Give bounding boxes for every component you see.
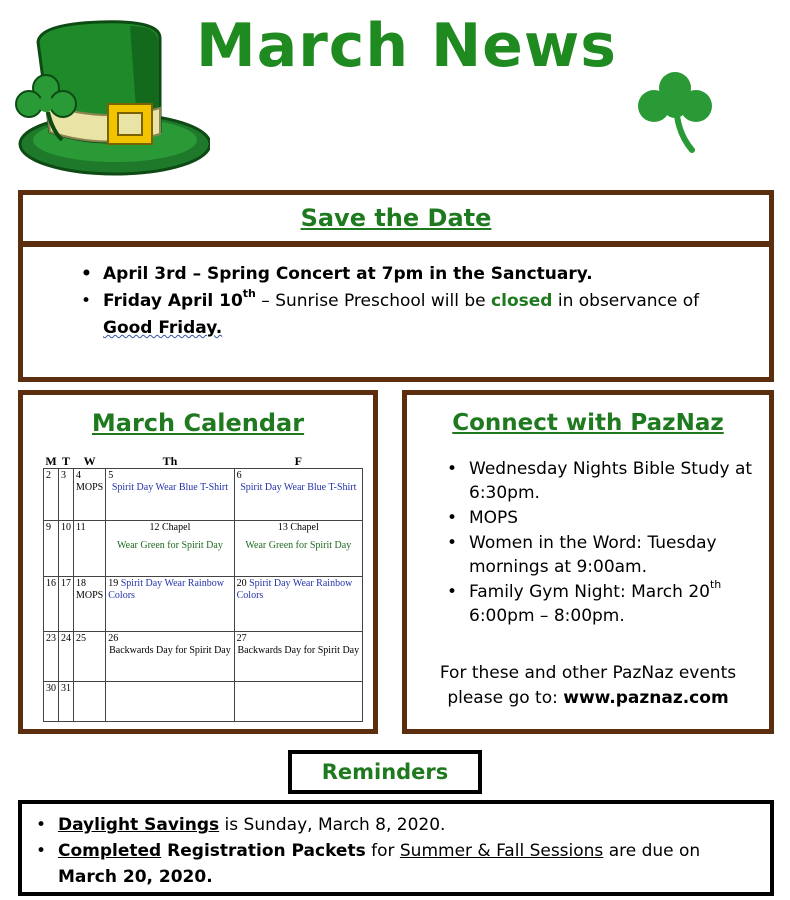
calendar-cell: 24 — [59, 632, 74, 682]
save-the-date-header — [18, 190, 774, 246]
calendar-cell: 20 Spirit Day Wear Rainbow Colors — [234, 577, 362, 632]
leprechaun-hat-icon — [10, 12, 210, 182]
march-calendar-heading: March Calendar — [91, 409, 305, 437]
calendar-cell: 4 MOPS — [74, 469, 106, 521]
list-item: • Daylight Savings is Sunday, March 8, 2020. — [58, 812, 754, 838]
calendar-cell: 9 — [44, 521, 59, 577]
table-row — [44, 521, 363, 577]
calendar-cell: 13 Chapel Wear Green for Spirit Day — [234, 521, 362, 577]
table-row — [44, 632, 363, 682]
save-the-date-list — [103, 261, 749, 342]
day-header: T — [61, 454, 70, 468]
connect-heading: Connect with PazNaz — [452, 410, 724, 436]
connect-box — [402, 390, 774, 734]
day-header: F — [294, 454, 302, 468]
calendar-cell: 25 — [74, 632, 106, 682]
table-row — [44, 469, 363, 521]
calendar-cell: 27 Backwards Day for Spirit Day — [234, 632, 362, 682]
march-calendar-box — [18, 390, 378, 734]
reminders-header — [288, 750, 482, 794]
table-row — [44, 682, 363, 722]
page-title: March News — [196, 11, 618, 81]
shamrock-icon — [630, 70, 720, 154]
list-item: • April 3rd – Spring Concert at 7pm in the Sanctuary. — [103, 261, 749, 288]
calendar-cell: 10 — [59, 521, 74, 577]
calendar-cell: 18 MOPS — [74, 577, 106, 632]
connect-footer: For these and other PazNaz events please go to: www.paznaz.com — [439, 663, 737, 708]
calendar-cell: 2 — [44, 469, 59, 521]
list-item: • Family Gym Night: March 20th 6:00pm – 8:00pm. — [469, 580, 769, 628]
list-item: • Completed Registration Packets for Summer & Fall Sessions are due on March 20, 2020. — [58, 838, 754, 890]
calendar-cell — [234, 682, 362, 722]
list-item: • MOPS — [469, 506, 769, 530]
reminders-heading: Reminders — [321, 760, 449, 784]
calendar-cell: 30 — [44, 682, 59, 722]
calendar-cell: 23 — [44, 632, 59, 682]
calendar-cell: 5 Spirit Day Wear Blue T-Shirt — [106, 469, 234, 521]
calendar-cell: 6 Spirit Day Wear Blue T-Shirt — [234, 469, 362, 521]
calendar-cell — [74, 682, 106, 722]
calendar-table — [43, 455, 363, 722]
list-item: • Friday April 10th – Sunrise Preschool will be closed in observance of Good Friday. — [103, 288, 749, 342]
calendar-cell: 26 Backwards Day for Spirit Day — [106, 632, 234, 682]
day-header: M — [45, 454, 57, 468]
reminders-body — [18, 800, 774, 896]
list-item: • Wednesday Nights Bible Study at 6:30pm. — [469, 457, 769, 505]
connect-list — [469, 457, 769, 629]
calendar-cell: 3 — [59, 469, 74, 521]
calendar-cell: 12 Chapel Wear Green for Spirit Day — [106, 521, 234, 577]
website-link[interactable]: www.paznaz.com — [563, 688, 729, 708]
calendar-cell — [106, 682, 234, 722]
day-header: Th — [162, 454, 178, 468]
save-the-date-body — [18, 242, 774, 382]
day-header: W — [83, 454, 96, 468]
calendar-cell: 11 — [74, 521, 106, 577]
reminders-list — [58, 812, 754, 890]
list-item: • Women in the Word: Tuesday mornings at 9:00am. — [469, 531, 769, 579]
calendar-cell: 31 — [59, 682, 74, 722]
table-row — [44, 577, 363, 632]
calendar-cell: 17 — [59, 577, 74, 632]
calendar-cell: 16 — [44, 577, 59, 632]
calendar-cell: 19 Spirit Day Wear Rainbow Colors — [106, 577, 234, 632]
save-the-date-heading: Save the Date — [300, 204, 492, 232]
